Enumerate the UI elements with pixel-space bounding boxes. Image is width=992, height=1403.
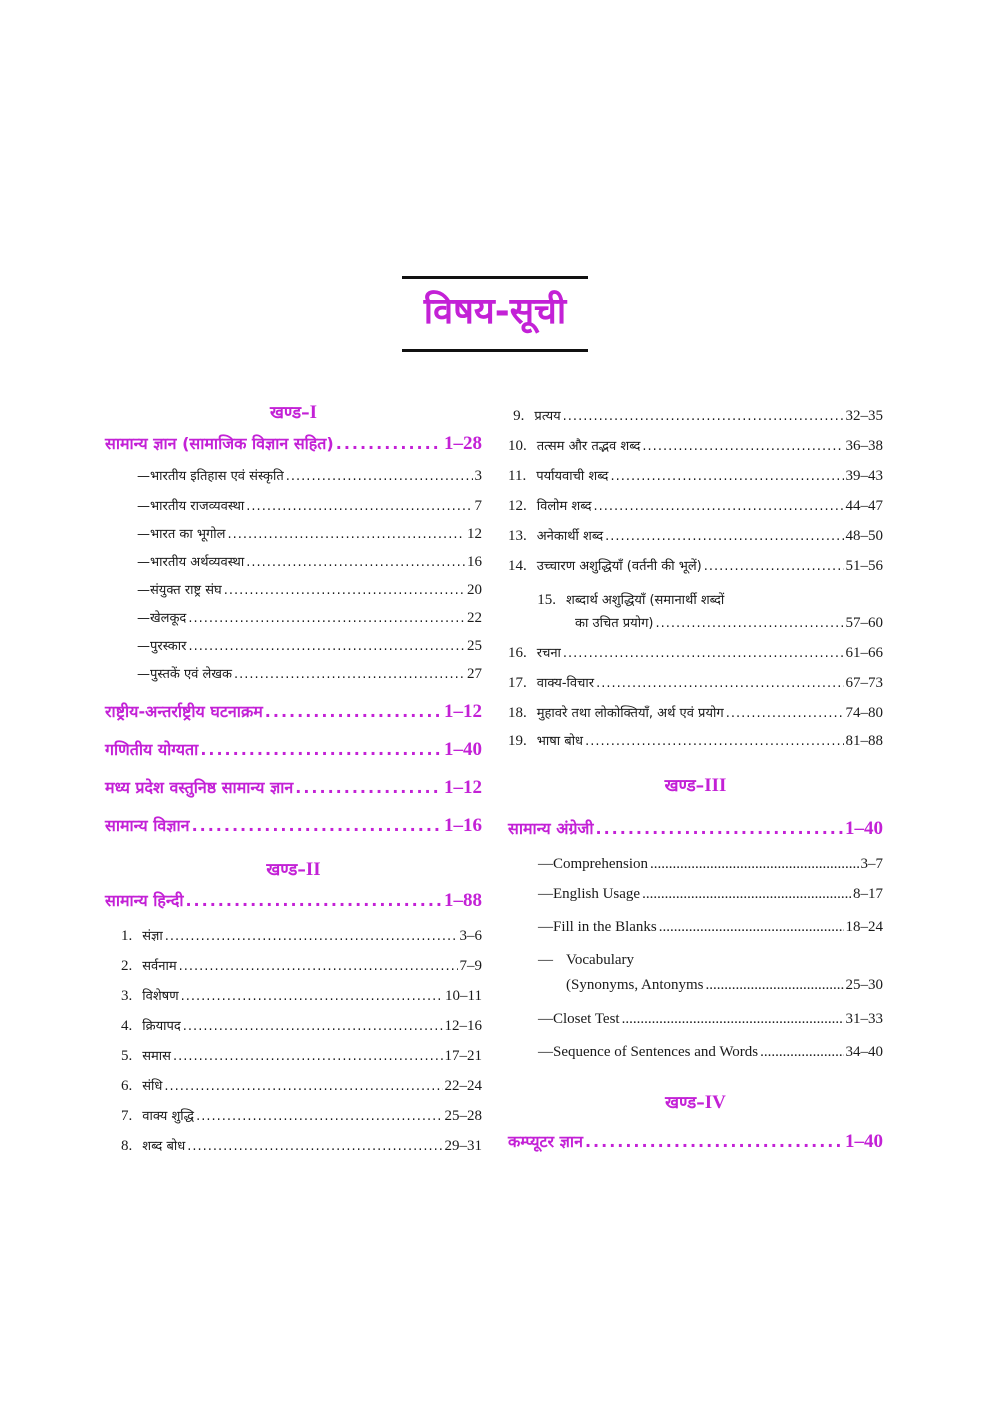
toc-item-vocabulary-line2[interactable]: (Synonyms, Antonyms ..... 25–30 [566, 977, 883, 994]
toc-item[interactable]: 2. सर्वनाम ..... 7–9 [121, 956, 482, 975]
toc-item[interactable]: — संयुक्त राष्ट्र संघ ..... 20 [137, 580, 482, 599]
title-block [402, 276, 588, 352]
toc-topic-mp-gk[interactable]: मध्य प्रदेश वस्तुनिष्ठ सामान्य ज्ञान ..... 1–12 [105, 776, 482, 799]
toc-item[interactable]: — भारतीय इतिहास एवं संस्कृति ..... 3 [137, 466, 482, 485]
toc-topic-english[interactable]: सामान्य अंग्रेजी ..... 1–40 [508, 817, 883, 840]
toc-topic-current-affairs[interactable]: राष्ट्रीय-अन्तर्राष्ट्रीय घटनाक्रम ..... 1–12 [105, 700, 482, 723]
title-bottom-rule [402, 349, 588, 352]
toc-topic-general-knowledge[interactable]: सामान्य ज्ञान (सामाजिक विज्ञान सहित) ..... 1–28 [105, 432, 482, 455]
section-heading-4: खण्ड–IV [665, 1092, 726, 1113]
toc-topic-computer[interactable]: कम्प्यूटर ज्ञान ..... 1–40 [508, 1130, 883, 1153]
toc-item[interactable]: 14. उच्चारण अशुद्धियाँ (वर्तनी की भूलें) ..... 51–56 [508, 556, 883, 575]
toc-item[interactable]: — Fill in the Blanks ..... 18–24 [538, 919, 883, 936]
section-heading-1: खण्ड–I [270, 402, 317, 423]
toc-item[interactable]: 16. रचना ..... 61–66 [508, 643, 883, 662]
toc-topic-science[interactable]: सामान्य विज्ञान ..... 1–16 [105, 814, 482, 837]
toc-item[interactable]: 5. समास ..... 17–21 [121, 1046, 482, 1065]
toc-item[interactable]: — भारत का भूगोल ..... 12 [137, 524, 482, 543]
toc-item[interactable]: 4. क्रियापद ..... 12–16 [121, 1016, 482, 1035]
toc-item-15-line1[interactable]: 15. शब्दार्थ अशुद्धियाँ (समानार्थी शब्दों [537, 592, 725, 608]
toc-topic-mathematics[interactable]: गणितीय योग्यता ..... 1–40 [105, 738, 482, 761]
toc-item[interactable]: 12. विलोम शब्द ..... 44–47 [508, 496, 883, 515]
toc-item[interactable]: 19. भाषा बोध ..... 81–88 [508, 731, 883, 750]
toc-item[interactable]: 3. विशेषण ..... 10–11 [121, 986, 482, 1005]
toc-item[interactable]: 8. शब्द बोध ..... 29–31 [121, 1136, 482, 1155]
toc-item[interactable]: — पुस्तकें एवं लेखक ..... 27 [137, 664, 482, 683]
toc-item[interactable]: — भारतीय राजव्यवस्था ..... 7 [137, 496, 482, 515]
section-heading-2: खण्ड–II [266, 859, 321, 880]
toc-item[interactable]: — Closet Test ..... 31–33 [538, 1011, 883, 1028]
toc-item[interactable]: 18. मुहावरे तथा लोकोक्तियाँ, अर्थ एवं प्रयोग ..... 74–80 [508, 703, 883, 722]
toc-item[interactable]: — भारतीय अर्थव्यवस्था ..... 16 [137, 552, 482, 571]
page-title: विषय-सूची [423, 291, 567, 332]
toc-item[interactable]: — English Usage ..... 8–17 [538, 886, 883, 903]
toc-item-15-line2[interactable]: का उचित प्रयोग) ..... 57–60 [575, 613, 883, 632]
toc-item[interactable]: 1. संज्ञा ..... 3–6 [121, 926, 482, 945]
toc-item[interactable]: 6. संधि ..... 22–24 [121, 1076, 482, 1095]
toc-item[interactable]: 9. प्रत्यय ..... 32–35 [508, 406, 883, 425]
toc-item[interactable]: — Comprehension ..... 3–7 [538, 856, 883, 873]
toc-item[interactable]: 13. अनेकार्थी शब्द ..... 48–50 [508, 526, 883, 545]
toc-topic-hindi[interactable]: सामान्य हिन्दी ..... 1–88 [105, 889, 482, 912]
toc-item[interactable]: 7. वाक्य शुद्धि ..... 25–28 [121, 1106, 482, 1125]
toc-item[interactable]: 10. तत्सम और तद्भव शब्द ..... 36–38 [508, 436, 883, 455]
toc-item-vocabulary-line1[interactable]: — Vocabulary [538, 952, 635, 968]
toc-item[interactable]: 17. वाक्य-विचार ..... 67–73 [508, 673, 883, 692]
toc-item[interactable]: 11. पर्यायवाची शब्द ..... 39–43 [508, 466, 883, 485]
toc-item[interactable]: — पुरस्कार ..... 25 [137, 636, 482, 655]
toc-item[interactable]: — खेलकूद ..... 22 [137, 608, 482, 627]
section-heading-3: खण्ड–III [664, 775, 727, 796]
toc-item[interactable]: — Sequence of Sentences and Words ..... 34–40 [538, 1044, 883, 1061]
